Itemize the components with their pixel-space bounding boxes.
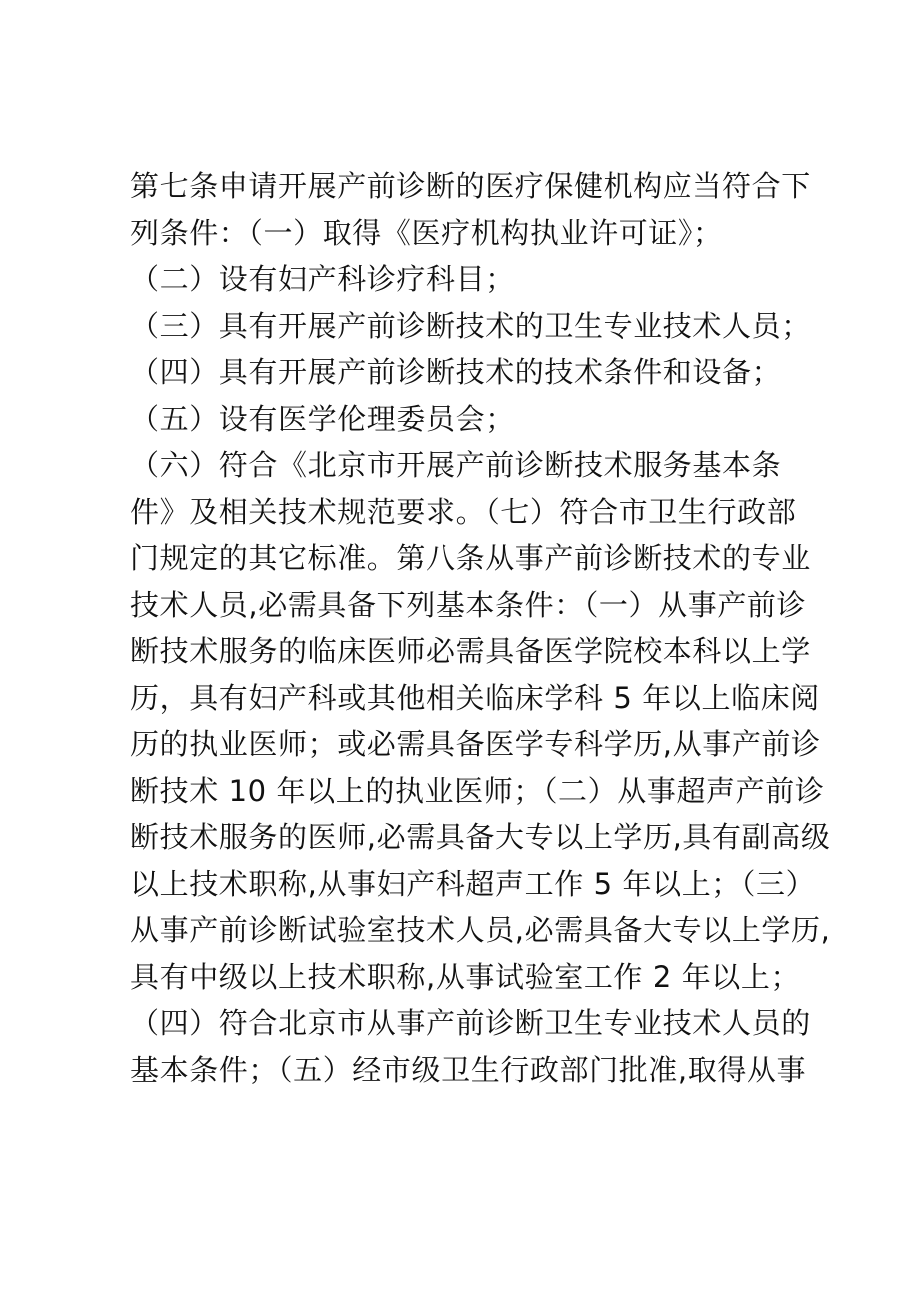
text-line: 以上技术职称,从事妇产科超声工作 5 年以上；（三） [130, 866, 816, 901]
text-line: 具有中级以上技术职称,从事试验室工作 2 年以上； [130, 959, 801, 994]
text-line: 断技术服务的临床医师必需具备医学院校本科以上学 [130, 634, 811, 668]
text-line: （四）符合北京市从事产前诊断卫生专业技术人员的 [130, 1006, 811, 1040]
text-line: 基本条件；（五）经市级卫生行政部门批准,取得从事 [130, 1052, 807, 1087]
text-line: 历的执业医师；或必需具备医学专科学历,从事产前诊 [130, 727, 821, 761]
text-line: 历，具有妇产科或其他相关临床学科 5 年以上临床阅 [130, 680, 820, 715]
text-line: 门规定的其它标准。第八条从事产前诊断技术的专业 [130, 541, 811, 575]
text-line: （二）设有妇产科诊疗科目； [130, 262, 515, 296]
text-line: 件》及相关技术规范要求。（七）符合市卫生行政部 [130, 494, 797, 529]
text-line: 从事产前诊断试验室技术人员,必需具备大专以上学历, [130, 913, 831, 947]
text-line: 断技术 10 年以上的执业医师；（二）从事超声产前诊 [130, 773, 825, 808]
text-line: （五）设有医学伦理委员会； [130, 401, 515, 436]
text-line: （三）具有开展产前诊断技术的卫生专业技术人员； [130, 308, 811, 343]
text-line: （四）具有开展产前诊断技术的技术条件和设备； [130, 355, 782, 389]
text-line: 列条件：（一）取得《医疗机构执业许可证》； [130, 215, 723, 250]
text-line: 第七条申请开展产前诊断的医疗保健机构应当符合下 [130, 169, 811, 203]
text-line: （六）符合《北京市开展产前诊断技术服务基本条 [130, 448, 782, 482]
text-line: 技术人员,必需具备下列基本条件：（一）从事产前诊 [130, 587, 807, 622]
document-body [130, 163, 831, 1093]
text-line: 断技术服务的医师,必需具备大专以上学历,具有副高级 [130, 820, 831, 854]
